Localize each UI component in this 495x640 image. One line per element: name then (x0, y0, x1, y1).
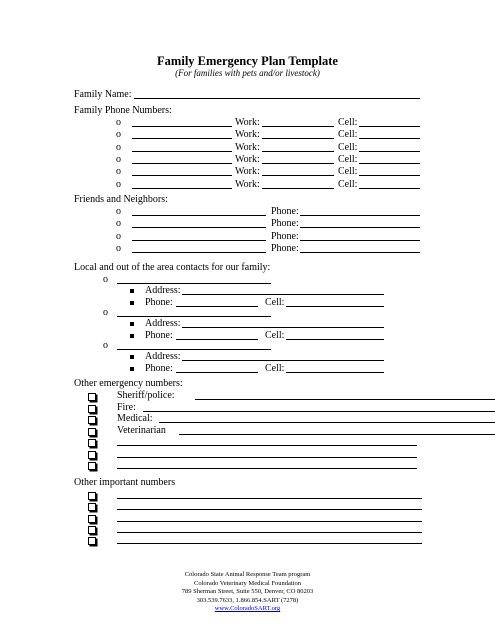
contact-cell-field[interactable] (286, 339, 384, 340)
emergency-item-label: Medical: (117, 413, 153, 424)
work-phone-field[interactable] (262, 138, 334, 139)
list-bullet: o (103, 340, 108, 351)
family-member-name-field[interactable] (132, 175, 232, 176)
friend-phone-field[interactable] (300, 227, 420, 228)
emergency-item-label: Sheriff/police: (117, 390, 175, 401)
list-bullet: o (116, 129, 121, 141)
checkbox[interactable] (88, 428, 96, 436)
cell-phone-field[interactable] (359, 126, 420, 127)
contact-address-field[interactable] (182, 360, 384, 361)
checkbox[interactable] (88, 537, 96, 545)
footer-line-1: Colorado State Animal Response Team program (184, 571, 311, 578)
cell-label: Cell: (265, 297, 285, 308)
work-phone-field[interactable] (262, 163, 334, 164)
square-bullet-icon (130, 355, 134, 359)
list-bullet: o (116, 178, 121, 190)
emergency-number-field[interactable] (117, 445, 417, 446)
work-phone-field[interactable] (262, 151, 334, 152)
contact-phone-field[interactable] (176, 372, 258, 373)
checkbox[interactable] (88, 393, 96, 401)
phone-label: Phone: (145, 330, 173, 341)
checkbox[interactable] (88, 451, 96, 459)
work-label: Work: (235, 153, 260, 165)
phone-label: Phone: (145, 297, 173, 308)
phone-label: Phone: (271, 206, 299, 217)
friend-name-field[interactable] (132, 240, 266, 241)
document-title: Family Emergency Plan Template (157, 54, 338, 68)
family-member-name-field[interactable] (132, 188, 232, 189)
friends-heading: Friends and Neighbors: (74, 194, 168, 205)
work-phone-field[interactable] (262, 126, 334, 127)
cell-label: Cell: (338, 166, 358, 178)
family-member-name-field[interactable] (132, 163, 232, 164)
address-label: Address: (145, 285, 181, 296)
cell-label: Cell: (338, 141, 358, 153)
checkbox[interactable] (88, 439, 96, 447)
emergency-number-field[interactable] (117, 457, 417, 458)
checkbox[interactable] (88, 492, 96, 500)
important-heading: Other important numbers (74, 477, 176, 488)
important-number-field[interactable] (117, 543, 422, 544)
contact-address-field[interactable] (182, 294, 384, 295)
list-bullet: o (116, 141, 121, 153)
address-label: Address: (145, 318, 181, 329)
cell-phone-field[interactable] (359, 175, 420, 176)
family-name-label: Family Name: (74, 89, 132, 100)
cell-label: Cell: (338, 117, 358, 128)
list-bullet: o (116, 218, 121, 230)
cell-label: Cell: (338, 178, 358, 190)
website-link[interactable]: www.ColoradoSART.org (214, 605, 281, 613)
work-phone-field[interactable] (262, 188, 334, 189)
square-bullet-icon (130, 334, 134, 338)
checkbox[interactable] (88, 416, 96, 424)
friend-name-field[interactable] (132, 227, 266, 228)
checkbox[interactable] (88, 405, 96, 413)
work-label: Work: (235, 178, 260, 190)
list-bullet: o (116, 117, 121, 128)
important-number-field[interactable] (117, 532, 422, 533)
friend-phone-field[interactable] (300, 215, 420, 216)
contacts-heading: Local and out of the area contacts for our family: (74, 262, 271, 273)
cell-label: Cell: (265, 363, 285, 374)
footer-line-2: Colorado Veterinary Medical Foundation (194, 579, 301, 587)
square-bullet-icon (130, 322, 134, 326)
contact-address-field[interactable] (182, 327, 384, 328)
family-member-name-field[interactable] (132, 126, 232, 127)
address-label: Address: (145, 351, 181, 362)
important-number-field[interactable] (117, 509, 422, 510)
checkbox[interactable] (88, 515, 96, 523)
emergency-number-field[interactable] (159, 422, 495, 423)
emergency-item-label: Fire: (117, 401, 136, 413)
cell-phone-field[interactable] (359, 188, 420, 189)
friend-name-field[interactable] (132, 215, 266, 216)
phone-label: Phone: (271, 218, 299, 230)
cell-phone-field[interactable] (359, 151, 420, 152)
friend-phone-field[interactable] (300, 252, 420, 253)
work-label: Work: (235, 117, 260, 128)
list-bullet: o (116, 206, 121, 217)
important-number-field[interactable] (117, 521, 422, 522)
family-member-name-field[interactable] (132, 138, 232, 139)
phone-label: Phone: (271, 242, 299, 254)
friend-phone-field[interactable] (300, 240, 420, 241)
contact-phone-field[interactable] (176, 339, 258, 340)
square-bullet-icon (130, 301, 134, 305)
work-label: Work: (235, 141, 260, 153)
important-number-field[interactable] (117, 498, 422, 499)
contact-cell-field[interactable] (286, 306, 384, 307)
friend-name-field[interactable] (132, 252, 266, 253)
cell-phone-field[interactable] (359, 163, 420, 164)
work-label: Work: (235, 166, 260, 178)
phone-label: Phone: (271, 230, 299, 242)
family-name-field[interactable] (134, 98, 420, 99)
emergency-number-field[interactable] (117, 468, 417, 469)
list-bullet: o (103, 274, 108, 285)
work-phone-field[interactable] (262, 175, 334, 176)
family-member-name-field[interactable] (132, 151, 232, 152)
phone-label: Phone: (145, 363, 173, 374)
family-phones-heading: Family Phone Numbers: (74, 105, 172, 116)
square-bullet-icon (130, 367, 134, 371)
footer-line-3: 789 Sherman Street, Suite 550, Denver, CO 80203 (181, 588, 314, 596)
contact-name-field[interactable] (117, 316, 271, 317)
emergency-number-field[interactable] (143, 411, 495, 412)
list-bullet: o (116, 242, 121, 254)
contact-phone-field[interactable] (176, 306, 258, 307)
checkbox[interactable] (88, 462, 96, 470)
cell-label: Cell: (265, 330, 285, 341)
list-bullet: o (116, 166, 121, 178)
checkbox[interactable] (88, 503, 96, 511)
work-label: Work: (235, 129, 260, 141)
contact-name-field[interactable] (117, 283, 271, 284)
list-bullet: o (103, 307, 108, 318)
list-bullet: o (116, 153, 121, 165)
contact-cell-field[interactable] (286, 372, 384, 373)
cell-phone-field[interactable] (359, 138, 420, 139)
emergency-number-field[interactable] (179, 434, 495, 435)
contact-name-field[interactable] (117, 349, 271, 350)
checkbox[interactable] (88, 526, 96, 534)
emergency-heading: Other emergency numbers: (74, 378, 183, 389)
emergency-item-label: Veterinarian (117, 424, 166, 436)
document-subtitle: (For families with pets and/or livestock) (175, 68, 320, 78)
cell-label: Cell: (338, 129, 358, 141)
list-bullet: o (116, 230, 121, 242)
footer-line-4: 303.539.7633, 1.866.854.SART (7278) (196, 596, 299, 604)
emergency-number-field[interactable] (195, 399, 495, 400)
square-bullet-icon (130, 289, 134, 293)
cell-label: Cell: (338, 153, 358, 165)
